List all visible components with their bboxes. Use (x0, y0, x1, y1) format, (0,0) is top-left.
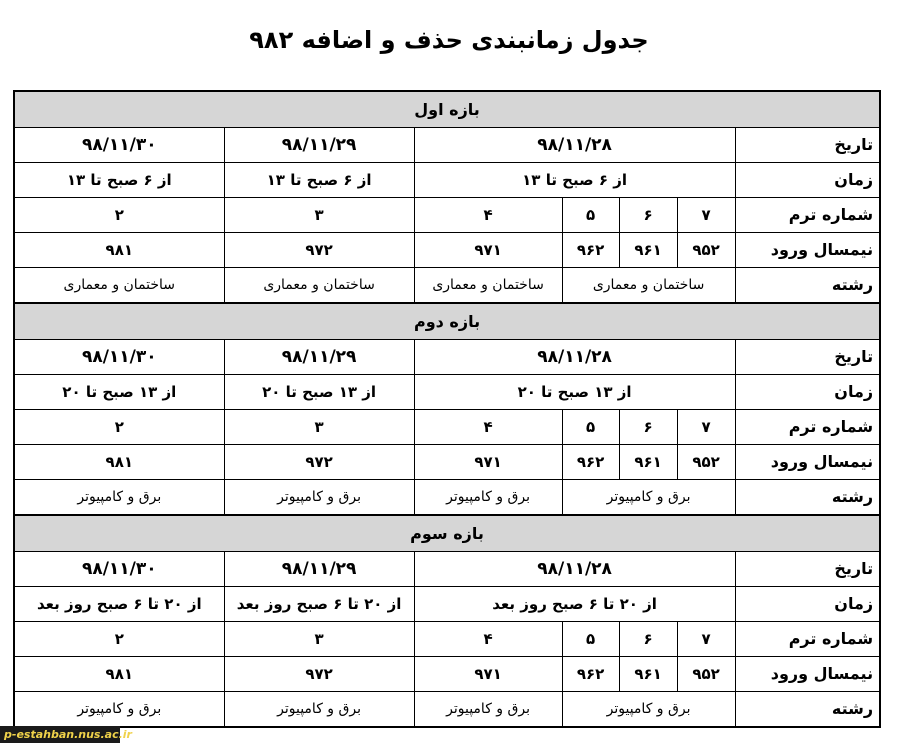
field-cell: برق و کامپیوتر (224, 692, 414, 728)
date-cell: ۹۸/۱۱/۲۸ (414, 340, 735, 375)
term-label: شماره ترم (735, 622, 880, 657)
term-cell: ۴ (414, 198, 562, 233)
term-cell: ۴ (414, 410, 562, 445)
time-row (14, 163, 880, 198)
entry-cell: ۹۷۱ (414, 233, 562, 268)
term-row (14, 622, 880, 657)
field-label: رشته (735, 268, 880, 304)
field-cell: برق و کامپیوتر (414, 692, 562, 728)
schedule-table (13, 90, 881, 728)
term-cell: ۵ (562, 622, 619, 657)
field-cell: برق و کامپیوتر (562, 480, 735, 516)
date-cell: ۹۸/۱۱/۳۰ (14, 128, 224, 163)
date-row (14, 340, 880, 375)
date-row (14, 552, 880, 587)
term-row (14, 198, 880, 233)
term-cell: ۴ (414, 622, 562, 657)
entry-label: نیمسال ورود (735, 233, 880, 268)
date-label: تاریخ (735, 128, 880, 163)
entry-row (14, 445, 880, 480)
field-row (14, 480, 880, 516)
term-cell: ۶ (619, 198, 677, 233)
period-header-row (14, 303, 880, 340)
field-cell: برق و کامپیوتر (414, 480, 562, 516)
field-cell: ساختمان و معماری (224, 268, 414, 304)
term-cell: ۳ (224, 622, 414, 657)
field-cell: برق و کامپیوتر (14, 692, 224, 728)
term-cell: ۷ (677, 410, 735, 445)
entry-cell: ۹۶۱ (619, 445, 677, 480)
date-cell: ۹۸/۱۱/۲۹ (224, 552, 414, 587)
entry-label: نیمسال ورود (735, 445, 880, 480)
time-label: زمان (735, 587, 880, 622)
entry-cell: ۹۷۱ (414, 445, 562, 480)
entry-cell: ۹۷۲ (224, 657, 414, 692)
entry-cell: ۹۷۲ (224, 445, 414, 480)
entry-cell: ۹۵۲ (677, 445, 735, 480)
time-label: زمان (735, 375, 880, 410)
term-cell: ۷ (677, 198, 735, 233)
field-cell: برق و کامپیوتر (14, 480, 224, 516)
time-cell: از ۶ صبح تا ۱۳ (224, 163, 414, 198)
period-title: بازه سوم (14, 515, 880, 552)
entry-cell: ۹۵۲ (677, 233, 735, 268)
entry-cell: ۹۸۱ (14, 657, 224, 692)
field-cell: ساختمان و معماری (414, 268, 562, 304)
term-cell: ۶ (619, 622, 677, 657)
entry-cell: ۹۶۲ (562, 657, 619, 692)
field-label: رشته (735, 692, 880, 728)
period-header-row (14, 91, 880, 128)
field-cell: ساختمان و معماری (562, 268, 735, 304)
date-label: تاریخ (735, 340, 880, 375)
entry-cell: ۹۶۲ (562, 445, 619, 480)
term-label: شماره ترم (735, 410, 880, 445)
date-cell: ۹۸/۱۱/۲۸ (414, 128, 735, 163)
date-label: تاریخ (735, 552, 880, 587)
page-title: جدول زمانبندی حذف و اضافه ۹۸۲ (249, 26, 649, 54)
term-cell: ۶ (619, 410, 677, 445)
date-cell: ۹۸/۱۱/۳۰ (14, 552, 224, 587)
term-cell: ۲ (14, 410, 224, 445)
field-label: رشته (735, 480, 880, 516)
period-header-row (14, 515, 880, 552)
term-cell: ۳ (224, 410, 414, 445)
site-watermark[interactable]: p-estahban.nus.ac.ir (0, 726, 120, 743)
field-row (14, 692, 880, 728)
entry-label: نیمسال ورود (735, 657, 880, 692)
entry-cell: ۹۶۲ (562, 233, 619, 268)
entry-cell: ۹۸۱ (14, 445, 224, 480)
time-cell: از ۱۳ صبح تا ۲۰ (224, 375, 414, 410)
field-row (14, 268, 880, 304)
entry-row (14, 657, 880, 692)
term-cell: ۷ (677, 622, 735, 657)
time-row (14, 587, 880, 622)
date-row (14, 128, 880, 163)
time-label: زمان (735, 163, 880, 198)
entry-row (14, 233, 880, 268)
date-cell: ۹۸/۱۱/۲۸ (414, 552, 735, 587)
date-cell: ۹۸/۱۱/۲۹ (224, 128, 414, 163)
term-row (14, 410, 880, 445)
entry-cell: ۹۶۱ (619, 657, 677, 692)
entry-cell: ۹۸۱ (14, 233, 224, 268)
field-cell: برق و کامپیوتر (562, 692, 735, 728)
term-cell: ۲ (14, 622, 224, 657)
period-title: بازه دوم (14, 303, 880, 340)
time-cell: از ۲۰ تا ۶ صبح روز بعد (14, 587, 224, 622)
date-cell: ۹۸/۱۱/۲۹ (224, 340, 414, 375)
term-label: شماره ترم (735, 198, 880, 233)
entry-cell: ۹۷۲ (224, 233, 414, 268)
time-row (14, 375, 880, 410)
time-cell: از ۱۳ صبح تا ۲۰ (14, 375, 224, 410)
time-cell: از ۶ صبح تا ۱۳ (14, 163, 224, 198)
date-cell: ۹۸/۱۱/۳۰ (14, 340, 224, 375)
field-cell: برق و کامپیوتر (224, 480, 414, 516)
time-cell: از ۱۳ صبح تا ۲۰ (414, 375, 735, 410)
time-cell: از ۲۰ تا ۶ صبح روز بعد (414, 587, 735, 622)
entry-cell: ۹۵۲ (677, 657, 735, 692)
time-cell: از ۲۰ تا ۶ صبح روز بعد (224, 587, 414, 622)
entry-cell: ۹۷۱ (414, 657, 562, 692)
field-cell: ساختمان و معماری (14, 268, 224, 304)
period-title: بازه اول (14, 91, 880, 128)
term-cell: ۵ (562, 198, 619, 233)
term-cell: ۵ (562, 410, 619, 445)
time-cell: از ۶ صبح تا ۱۳ (414, 163, 735, 198)
entry-cell: ۹۶۱ (619, 233, 677, 268)
term-cell: ۳ (224, 198, 414, 233)
term-cell: ۲ (14, 198, 224, 233)
